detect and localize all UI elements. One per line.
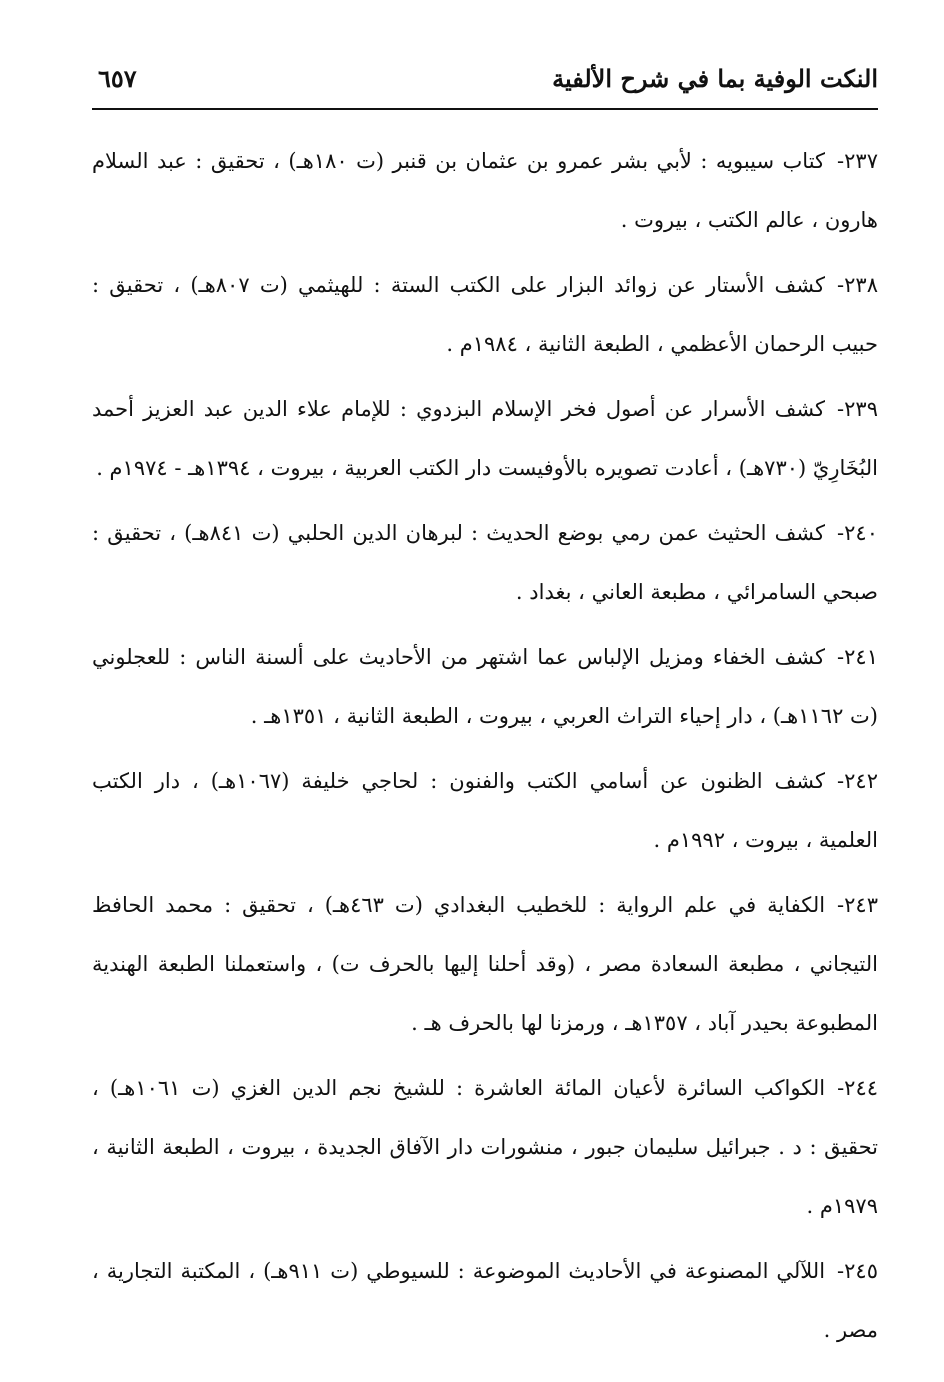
entry-number: ٢٤١-: [837, 645, 878, 669]
bibliography-entry: [92, 256, 878, 374]
entry-number: ٢٣٧-: [837, 149, 878, 173]
entry-text: اللآلي المصنوعة في الأحاديث الموضوعة : للسيوطي (ت ٩١١هـ) ، المكتبة التجارية ، مصر .: [92, 1259, 878, 1342]
entry-text: الكفاية في علم الرواية : للخطيب البغدادي (ت ٤٦٣هـ) ، تحقيق : محمد الحافظ التيجاني ، مطبعة السعادة مصر ، (وقد أحلنا إليها بالحرف ت) ، واستعملنا الطبعة الهندية المطبوعة بحيدر آباد ، ١٣٥٧هـ ، ورمزنا لها بالحرف هـ .: [92, 893, 878, 1035]
entry-number: ٢٤٤-: [837, 1076, 879, 1100]
entry-text: كشف الظنون عن أسامي الكتب والفنون : لحاجي خليفة (١٠٦٧هـ) ، دار الكتب العلمية ، بيروت ، ١٩٩٢م .: [92, 769, 878, 852]
entry-number: ٢٤٢-: [837, 769, 878, 793]
bibliography-entry: [92, 752, 878, 870]
header-rule: [92, 108, 878, 110]
entry-number: ٢٤٥-: [837, 1259, 878, 1283]
entry-text: الكواكب السائرة لأعيان المائة العاشرة : للشيخ نجم الدين الغزي (ت ١٠٦١هـ) ، تحقيق : د . جبرائيل سليمان جبور ، منشورات دار الآفاق الجديدة ، بيروت ، الطبعة الثانية ، ١٩٧٩م .: [92, 1076, 878, 1218]
running-title: النكت الوفية بما في شرح الألفية: [552, 64, 878, 93]
bibliography-entry: [92, 132, 878, 250]
bibliography-entry: [92, 876, 878, 1053]
bibliography-entry: [92, 1059, 878, 1236]
page-header: [92, 56, 878, 108]
bibliography-list: [92, 132, 878, 1366]
bibliography-entry: [92, 1242, 878, 1360]
bibliography-entry: [92, 380, 878, 498]
entry-text: كشف الخفاء ومزيل الإلباس عما اشتهر من الأحاديث على ألسنة الناس : للعجلوني (ت ١١٦٢هـ) ، دار إحياء التراث العربي ، بيروت ، الطبعة الثانية ، ١٣٥١هـ .: [92, 645, 878, 728]
bibliography-entry: [92, 504, 878, 622]
entry-text: كشف الأستار عن زوائد البزار على الكتب الستة : للهيثمي (ت ٨٠٧هـ) ، تحقيق : حبيب الرحمان الأعظمي ، الطبعة الثانية ، ١٩٨٤م .: [92, 273, 878, 356]
entry-number: ٢٤٣-: [837, 893, 878, 917]
entry-text: كشف الحثيث عمن رمي بوضع الحديث : لبرهان الدين الحلبي (ت ٨٤١هـ) ، تحقيق : صبحي السامرائي ، مطبعة العاني ، بغداد .: [92, 521, 878, 604]
page-number: ٦٥٧: [98, 64, 137, 93]
entry-text: كشف الأسرار عن أصول فخر الإسلام البزدوي : للإمام علاء الدين عبد العزيز أحمد البُخَارِيّ (٧٣٠هـ) ، أعادت تصويره بالأوفيست دار الكتب العربية ، بيروت ، ١٣٩٤هـ - ١٩٧٤م .: [92, 397, 878, 480]
entry-text: كتاب سيبويه : لأبي بشر عمرو بن عثمان بن قنبر (ت ١٨٠هـ) ، تحقيق : عبد السلام هارون ، عالم الكتب ، بيروت .: [92, 149, 878, 232]
entry-number: ٢٣٨-: [837, 273, 878, 297]
bibliography-entry: [92, 628, 878, 746]
entry-number: ٢٤٠-: [837, 521, 878, 545]
entry-number: ٢٣٩-: [837, 397, 878, 421]
